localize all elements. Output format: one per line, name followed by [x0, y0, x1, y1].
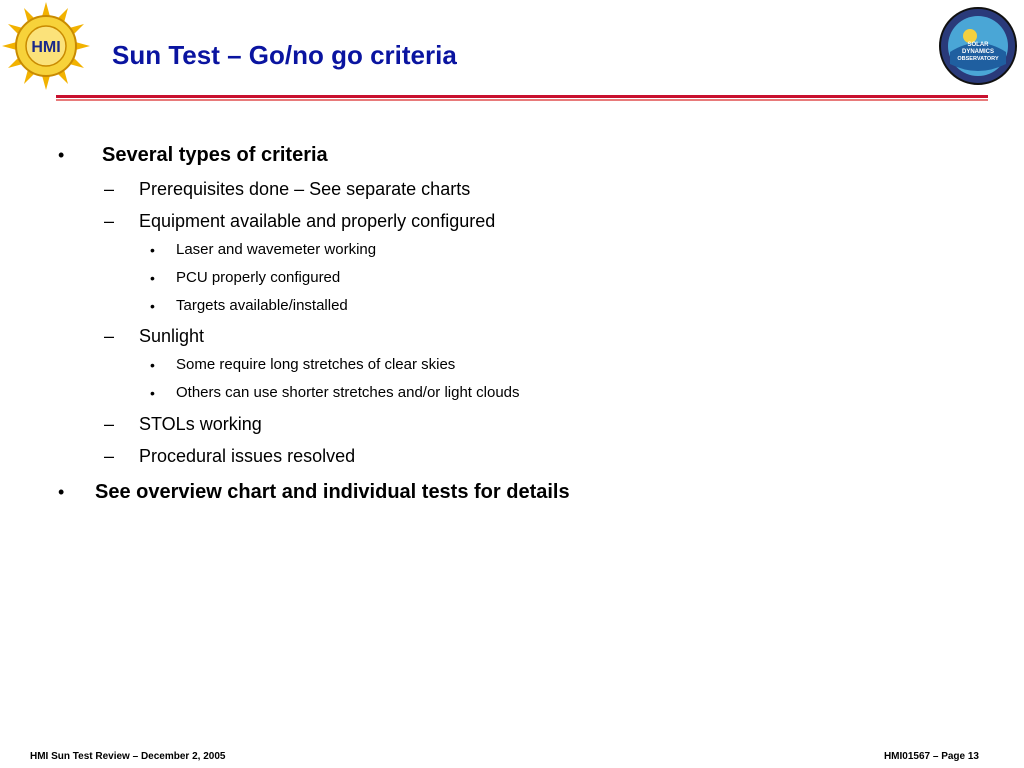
sub-bullet-procedural: Procedural issues resolved [139, 446, 356, 466]
bullet-see-overview: See overview chart and individual tests for details [95, 481, 570, 503]
footer-left: HMI Sun Test Review – December 2, 2005 [30, 751, 226, 762]
bullet-marker: • [150, 270, 155, 286]
hmi-logo-text: HMI [31, 39, 61, 56]
bullet-marker: • [150, 298, 155, 314]
sdo-logo-line3: OBSERVATORY [957, 56, 999, 62]
dash-marker: – [104, 211, 115, 231]
bullet-marker: • [150, 357, 155, 373]
dash-marker: – [104, 414, 115, 434]
sub-sub-bullet-long-stretches: Some require long stretches of clear skies [176, 356, 456, 373]
sub-sub-bullet-targets: Targets available/installed [176, 297, 348, 314]
footer-page-number: HMI01567 – Page 13 [883, 751, 979, 762]
bullet-marker: • [150, 242, 155, 258]
dash-marker: – [104, 179, 115, 199]
bullet-marker: • [150, 385, 155, 401]
sub-sub-bullet-shorter-stretches: Others can use shorter stretches and/or light clouds [176, 384, 520, 401]
sub-bullet-prerequisites: Prerequisites done – See separate charts [139, 179, 471, 199]
bullet-several-types: Several types of criteria [102, 144, 328, 166]
sub-bullet-sunlight: Sunlight [139, 326, 205, 346]
sdo-logo-line2: DYNAMICS [961, 49, 995, 55]
sub-sub-bullet-laser: Laser and wavemeter working [176, 241, 377, 258]
dash-marker: – [104, 446, 115, 466]
dash-marker: – [104, 326, 115, 346]
bullet-marker: • [58, 482, 65, 502]
sdo-logo-line1: SOLAR [967, 42, 989, 48]
slide-title: Sun Test – Go/no go criteria [112, 40, 457, 70]
sub-bullet-stols: STOLs working [139, 414, 262, 434]
bullet-marker: • [58, 145, 65, 165]
sub-bullet-equipment: Equipment available and properly configured [139, 211, 496, 231]
sub-sub-bullet-pcu: PCU properly configured [176, 269, 341, 286]
